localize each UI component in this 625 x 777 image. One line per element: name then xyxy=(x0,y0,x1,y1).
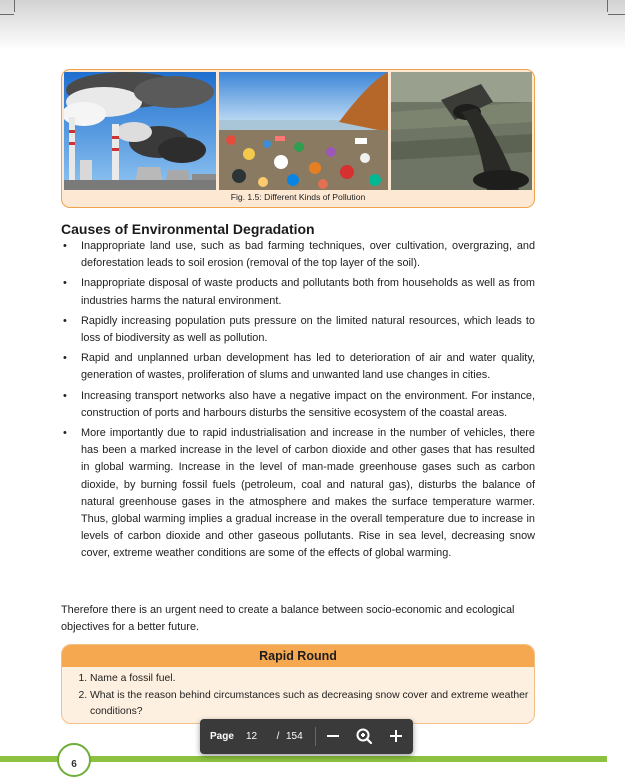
bullet-dot: • xyxy=(63,352,67,365)
bullet-dot: • xyxy=(63,277,67,290)
bullet-dot: • xyxy=(63,389,67,402)
page-separator: / xyxy=(276,731,280,742)
zoom-out-button[interactable] xyxy=(321,725,345,747)
sewage-outfall-photo xyxy=(391,72,532,190)
magnifier-icon xyxy=(352,725,376,747)
page-number-badge xyxy=(57,743,91,777)
rapid-round-title: Rapid Round xyxy=(62,645,534,667)
causes-list xyxy=(61,238,535,566)
pdf-viewer-toolbar xyxy=(200,719,413,754)
question-item: 1. Name a fossil fuel. xyxy=(90,671,534,688)
pollution-figure xyxy=(61,69,535,208)
crop-mark-right-v xyxy=(607,0,608,12)
toolbar-divider xyxy=(315,727,316,746)
list-item xyxy=(61,425,535,563)
list-item-text: Inappropriate disposal of waste products and pollutants both from households as well as from industries harms the natural environment. xyxy=(81,277,535,307)
crop-mark-left-v xyxy=(14,0,15,12)
bullet-dot: • xyxy=(63,427,67,440)
list-item-text: Rapid and unplanned urban development has led to deterioration of air and water quality, generation of wastes, proliferation of slums and unwanted land use changes in cities. xyxy=(81,352,535,382)
total-pages: 154 xyxy=(286,731,303,742)
list-item xyxy=(61,388,535,422)
page-label: Page xyxy=(210,731,234,742)
list-item xyxy=(61,238,535,272)
list-item-text: More importantly due to rapid industrialisation and increase in the number of vehicles, there has been a marked increase in the level of carbon dioxide and other gases that has resulted in global warming. Increase in the level of man-made greenhouse gases such as carbon dioxide, by burning fossil fuels (petroleum, coal and natural gas), disturbs the balance of natural greenhouse gases in the atmosphere and makes the surface temperature warmer. Thus, global warming implies a gradual increase in the overall temperature due to increase in levels of carbon dioxide and other gaseous pollutants. Rise in sea level, decreasing snow cover, extreme weather conditions are some of the effects of global warming. xyxy=(81,427,535,560)
bullet-dot: • xyxy=(63,240,67,252)
conclusion-paragraph: Therefore there is an urgent need to create a balance between socio-economic and ecological objectives for a better future. xyxy=(61,604,515,634)
list-item-text: Inappropriate land use, such as bad farming techniques, over cultivation, overgrazing, and deforestation leads to soil erosion (removal of the top layer of the soil). xyxy=(81,240,535,270)
footer-band xyxy=(0,756,607,762)
section-heading: Causes of Environmental Degradation xyxy=(61,221,315,237)
crop-mark-right-h xyxy=(608,14,625,15)
rapid-round-questions xyxy=(62,671,534,721)
list-item-text: Increasing transport networks also have a negative impact on the environment. For instance, construction of ports and harbours disturbs the sensitive ecosystem of the coastal areas. xyxy=(81,389,535,419)
list-item xyxy=(61,275,535,309)
list-item-text: Rapidly increasing population puts pressure on the limited natural resources, which leads to loss of biodiversity as well as pollution. xyxy=(81,314,535,345)
factory-smoke-photo xyxy=(64,72,216,190)
zoom-in-button[interactable] xyxy=(384,725,408,747)
beach-trash-photo xyxy=(219,72,388,190)
crop-mark-left-h xyxy=(0,14,14,15)
list-item xyxy=(61,313,535,347)
plus-icon xyxy=(384,725,408,747)
rapid-round-box xyxy=(61,644,535,724)
page-number: 6 xyxy=(71,759,77,770)
figure-caption: Fig. 1.5: Different Kinds of Pollution xyxy=(230,192,366,202)
question-item: 2. What is the reason behind circumstances such as decreasing snow cover and extreme weather conditions? xyxy=(90,688,534,721)
bullet-dot: • xyxy=(63,314,67,327)
viewer-top-margin xyxy=(0,0,625,50)
list-item xyxy=(61,350,535,384)
zoom-button[interactable] xyxy=(352,725,376,747)
current-page-input[interactable]: 12 xyxy=(246,731,258,742)
minus-icon xyxy=(321,725,345,747)
